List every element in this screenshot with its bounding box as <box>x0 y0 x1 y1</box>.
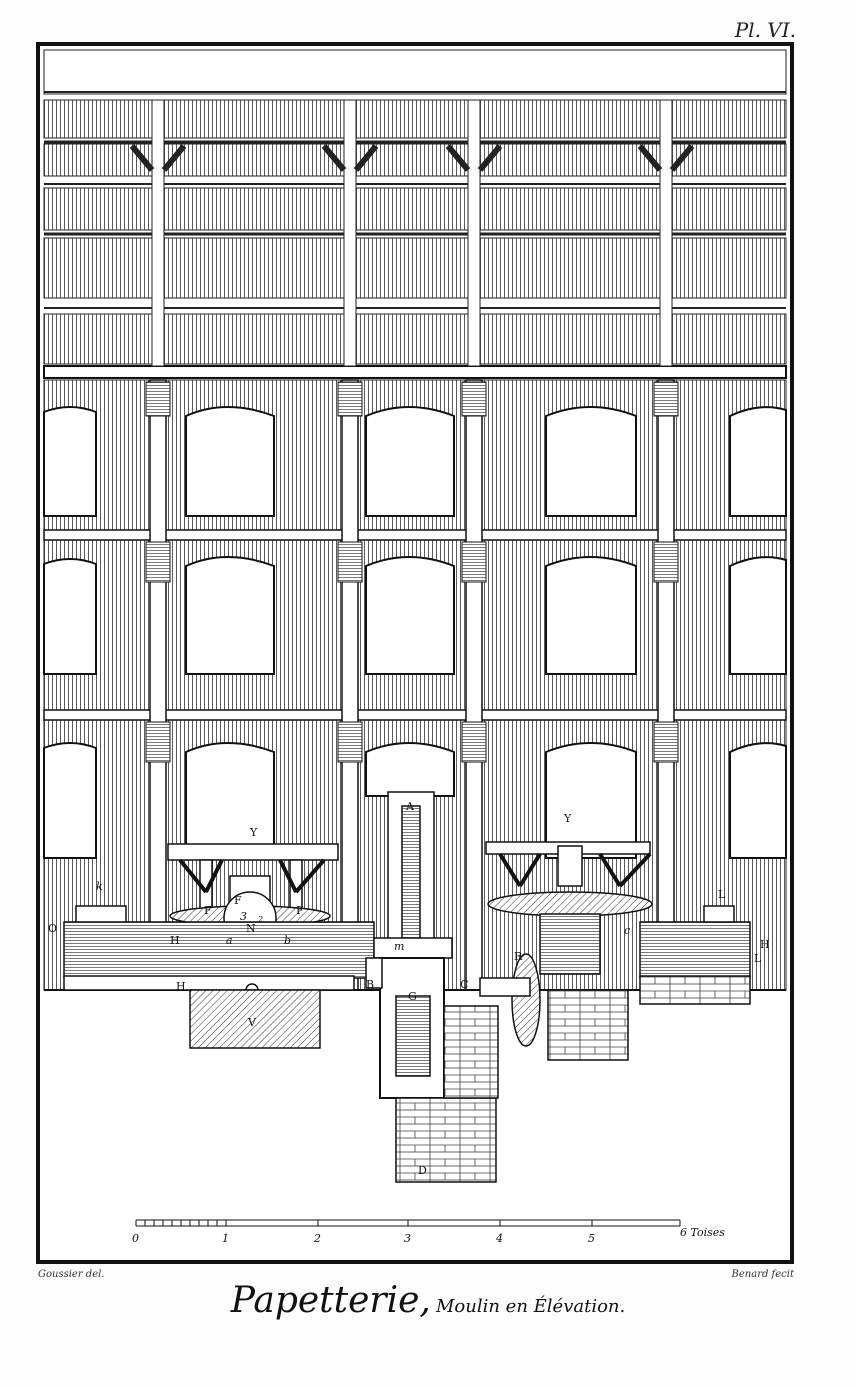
label-G: G <box>408 990 417 1003</box>
label-F2: F <box>296 904 304 917</box>
label-F1: F <box>204 904 212 917</box>
label-N: N <box>246 922 256 935</box>
label-H3: H <box>760 938 770 951</box>
label-H2: H <box>176 980 186 993</box>
scale-tick-1: 1 <box>222 1232 229 1245</box>
scale-tick-5: 5 <box>588 1232 595 1245</box>
draughtsman-credit: Goussier del. <box>38 1269 105 1280</box>
label-F3: F <box>234 894 242 907</box>
label-H1: H <box>170 934 180 947</box>
label-V: V <box>248 1016 256 1029</box>
label-k: k <box>96 880 103 893</box>
label-Y1: Y <box>250 826 258 839</box>
label-L2: L <box>754 952 762 965</box>
label-2: 2 <box>258 915 264 924</box>
label-R: R <box>514 950 523 963</box>
label-L1: L <box>718 888 726 901</box>
label-b: b <box>284 934 292 947</box>
plate-title-sub: Moulin en Élévation. <box>435 1296 626 1317</box>
label-B: B <box>366 978 375 991</box>
label-O: O <box>48 922 58 935</box>
label-C: C <box>460 978 469 991</box>
label-a: a <box>226 934 233 947</box>
scale-unit-label: 6 Toises <box>680 1226 725 1239</box>
plate-title <box>0 1280 856 1321</box>
label-3: 3 <box>240 910 247 923</box>
plate-number: Pl. VI. <box>734 18 796 42</box>
scale-tick-3: 3 <box>404 1232 411 1245</box>
mill-elevation-drawing <box>40 46 790 1260</box>
scale-tick-2: 2 <box>314 1232 321 1245</box>
plate-title-main: Papetterie, <box>230 1280 431 1321</box>
label-D: D <box>418 1164 427 1177</box>
label-m: m <box>394 940 405 953</box>
label-A: A <box>406 800 414 813</box>
engraver-credit: Benard fecit <box>731 1269 794 1280</box>
label-c: c <box>624 924 631 937</box>
label-Y2: Y <box>564 812 572 825</box>
scale-tick-4: 4 <box>496 1232 503 1245</box>
scale-tick-0: 0 <box>132 1232 139 1245</box>
